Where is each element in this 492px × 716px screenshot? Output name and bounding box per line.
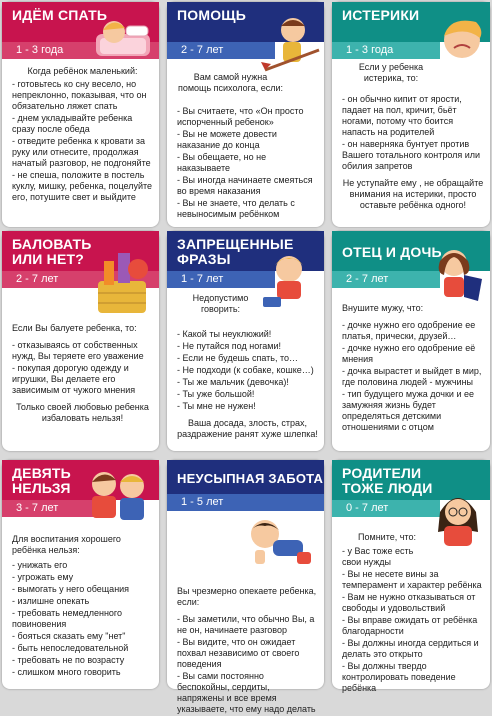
card-tantrums xyxy=(332,2,490,227)
list-item: - Вы вправе ожидать от ребёнка благодарности xyxy=(342,615,484,637)
card-header xyxy=(167,460,324,494)
card-body xyxy=(177,293,264,317)
age-band: 1 - 3 года xyxy=(332,42,440,59)
child-on-broom-illustration xyxy=(263,14,321,78)
card-ending: Только своей любовью ребенка избаловать нельзя! xyxy=(16,402,149,423)
age-band: 2 - 7 лет xyxy=(332,271,440,288)
list-item: - дочке нужно его одобрение её мнения xyxy=(342,343,484,365)
list-item: - Вы сами постоянно беспокойны, сердиты, напряжены и все время указываете, что ему надо делать xyxy=(177,671,318,715)
list-item: - вымогать у него обещания xyxy=(12,584,153,595)
age-band: 1 - 7 лет xyxy=(167,271,275,288)
list-item: - дочка вырастет и выйдет в мир, где половина людей - мужчины xyxy=(342,366,484,388)
crawling-child-illustration xyxy=(237,516,317,570)
card-list xyxy=(177,329,318,412)
card-lead: Когда ребёнок маленький: xyxy=(27,66,138,76)
list-item: - он наверняка бунтует против Вашего тотального контроля или обилия запретов xyxy=(342,139,484,172)
list-item: - Какой ты неуклюжий! xyxy=(177,329,318,340)
list-item: - Вам не нужно отказываться от свободы и удовольствий xyxy=(342,592,484,614)
card-bedtime xyxy=(2,2,159,227)
list-item: - Ты уже большой! xyxy=(177,389,318,400)
mother-illustration xyxy=(430,488,486,548)
age-band: 0 - 7 лет xyxy=(332,500,440,517)
sleeping-child-illustration xyxy=(92,12,154,60)
list-item: - быть непоследовательной xyxy=(12,643,153,654)
card-title: ОТЕЦ И ДОЧЬ xyxy=(342,244,442,260)
list-item: - Вы не можете довести наказание до конца xyxy=(177,129,318,151)
list-item: - днем укладывайте ребенка сразу после обеда xyxy=(12,113,153,135)
card-list-wrap xyxy=(177,106,318,221)
card-body xyxy=(12,66,153,204)
card-lead: Если у ребенка истерика, то: xyxy=(358,62,424,83)
card-parents-are-people xyxy=(332,460,490,693)
list-item: - Вы должны твердо контролировать поведение ребёнка xyxy=(342,661,484,694)
list-item: - не спеша, положите в постель куклу, мишку, ребенка, поцелуйте его, потушите свет и выйдите xyxy=(12,170,153,203)
card-father-daughter xyxy=(332,231,490,451)
list-item: - тип будущего мужа дочки и ее замужняя жизнь будет определяться детскими отношениями с отцом xyxy=(342,389,484,433)
card-list xyxy=(12,340,153,396)
list-item: - унижать его xyxy=(12,560,153,571)
list-item: - излишне опекать xyxy=(12,596,153,607)
card-list xyxy=(177,614,318,715)
children-hugging-illustration xyxy=(80,466,156,532)
list-item: - Вы не знаете, что делать с невыносимым ребёнком xyxy=(177,198,318,220)
list-item: - Вы иногда начинаете смеяться во время наказания xyxy=(177,175,318,197)
list-item: - Не подходи (к собаке, кошке…) xyxy=(177,365,318,376)
card-body xyxy=(342,62,440,86)
card-spoiling xyxy=(2,231,159,451)
card-list xyxy=(12,79,153,203)
list-item: - отказываясь от собственных нужд, Вы теряете его уважение xyxy=(12,340,153,362)
card-list-wrap xyxy=(342,546,484,695)
card-title: ЗАПРЕЩЕННЫЕ ФРАЗЫ xyxy=(177,236,294,267)
card-ending: Ваша досада, злость, страх, раздражение ранят хуже шлепка! xyxy=(177,418,318,439)
list-item: - Если не будешь спать, то… xyxy=(177,353,318,364)
crying-child-illustration xyxy=(436,12,488,64)
list-item: - угрожать ему xyxy=(12,572,153,583)
age-band: 2 - 7 лет xyxy=(2,271,159,288)
card-lead: Недопустимо говорить: xyxy=(192,293,249,314)
card-lead: Помните, что: xyxy=(358,532,416,542)
gift-basket-illustration xyxy=(90,247,154,317)
card-lead: Для воспитания хорошего ребёнка нельзя: xyxy=(12,534,121,555)
age-band: 2 - 7 лет xyxy=(167,42,275,59)
list-item: - требовать немедленного повиновения xyxy=(12,608,153,630)
list-item: - Ты же мальчик (девочка)! xyxy=(177,377,318,388)
card-title: БАЛОВАТЬ ИЛИ НЕТ? xyxy=(12,236,92,267)
list-item: - покупая дорогую одежду и игрушки, Вы делаете его зависимым от чужого мнения xyxy=(12,363,153,396)
card-title: ПОМОЩЬ xyxy=(177,7,247,23)
card-forbidden-phrases xyxy=(167,231,324,451)
card-lead: Вы чрезмерно опекаете ребенка, если: xyxy=(177,586,317,607)
card-title: ИСТЕРИКИ xyxy=(342,7,420,23)
card-body xyxy=(342,303,484,434)
card-list-wrap xyxy=(342,94,484,213)
list-item: - Вы заметили, что обычно Вы, а не он, начинаете разговор xyxy=(177,614,318,636)
card-list xyxy=(342,546,484,694)
card-overprotection xyxy=(167,460,324,714)
card-body xyxy=(12,534,153,679)
list-item: - бояться сказать ему "нет" xyxy=(12,631,153,642)
card-help xyxy=(167,2,324,227)
list-item: - Не путайся под ногами! xyxy=(177,341,318,352)
card-body xyxy=(342,532,432,545)
list-item: - Вы должны иногда сердиться и делать это открыто xyxy=(342,638,484,660)
age-band: 1 - 5 лет xyxy=(167,494,324,511)
girl-with-dress-illustration xyxy=(428,245,486,305)
list-item: - отведите ребенка к кровати за руку или отнесите, продолжая начатый разговор, не подгоняйте xyxy=(12,136,153,169)
list-item: - готовьтесь ко сну весело, но непреклонно, показывая, что он обязательно ляжет спать xyxy=(12,79,153,112)
card-list-wrap xyxy=(177,329,318,442)
list-item: - у Вас тоже есть свои нужды xyxy=(342,546,422,568)
list-item: - Вы видите, что он ожидает похвал независимо от своего поведения xyxy=(177,637,318,670)
card-body xyxy=(177,586,318,716)
card-list xyxy=(342,94,484,172)
list-item: - Ты мне не нужен! xyxy=(177,401,318,412)
age-band: 1 - 3 года xyxy=(2,42,159,59)
child-playing-illustration xyxy=(257,249,319,311)
list-item: - дочке нужно его одобрение ее платья, прически, друзей… xyxy=(342,320,484,342)
card-title: ИДЁМ СПАТЬ xyxy=(12,7,108,23)
card-title: НЕУСЫПНАЯ ЗАБОТА xyxy=(177,471,324,486)
card-lead: Вам самой нужна помощь психолога, если: xyxy=(177,72,283,93)
list-item: - слишком много говорить xyxy=(12,667,153,678)
card-lead: Внушите мужу, что: xyxy=(342,303,424,313)
card-nine-donts xyxy=(2,460,159,689)
card-ending: Не уступайте ему , не обращайте внимания на истерики, просто оставьте ребёнка одного! xyxy=(342,178,484,210)
list-item: - Вы не несете вины за темперамент и характер ребёнка xyxy=(342,569,484,591)
list-item: - Вы обещаете, но не наказываете xyxy=(177,152,318,174)
list-item: - он обычно кипит от ярости, падает на пол, кричит, бьёт ногами, потому что боится напасть на родителей xyxy=(342,94,484,138)
card-body xyxy=(177,72,284,96)
card-list xyxy=(342,320,484,433)
card-list xyxy=(177,106,318,220)
card-lead: Если Вы балуете ребенка, то: xyxy=(12,323,137,333)
age-band: 3 - 7 лет xyxy=(2,500,110,517)
list-item: - требовать не по возрасту xyxy=(12,655,153,666)
card-list xyxy=(12,560,153,678)
card-title: ДЕВЯТЬ НЕЛЬЗЯ xyxy=(12,465,71,496)
card-body xyxy=(12,323,153,426)
card-title: РОДИТЕЛИ ТОЖЕ ЛЮДИ xyxy=(342,465,433,496)
list-item: - Вы считаете, что «Он просто испорченный ребенок» xyxy=(177,106,318,128)
